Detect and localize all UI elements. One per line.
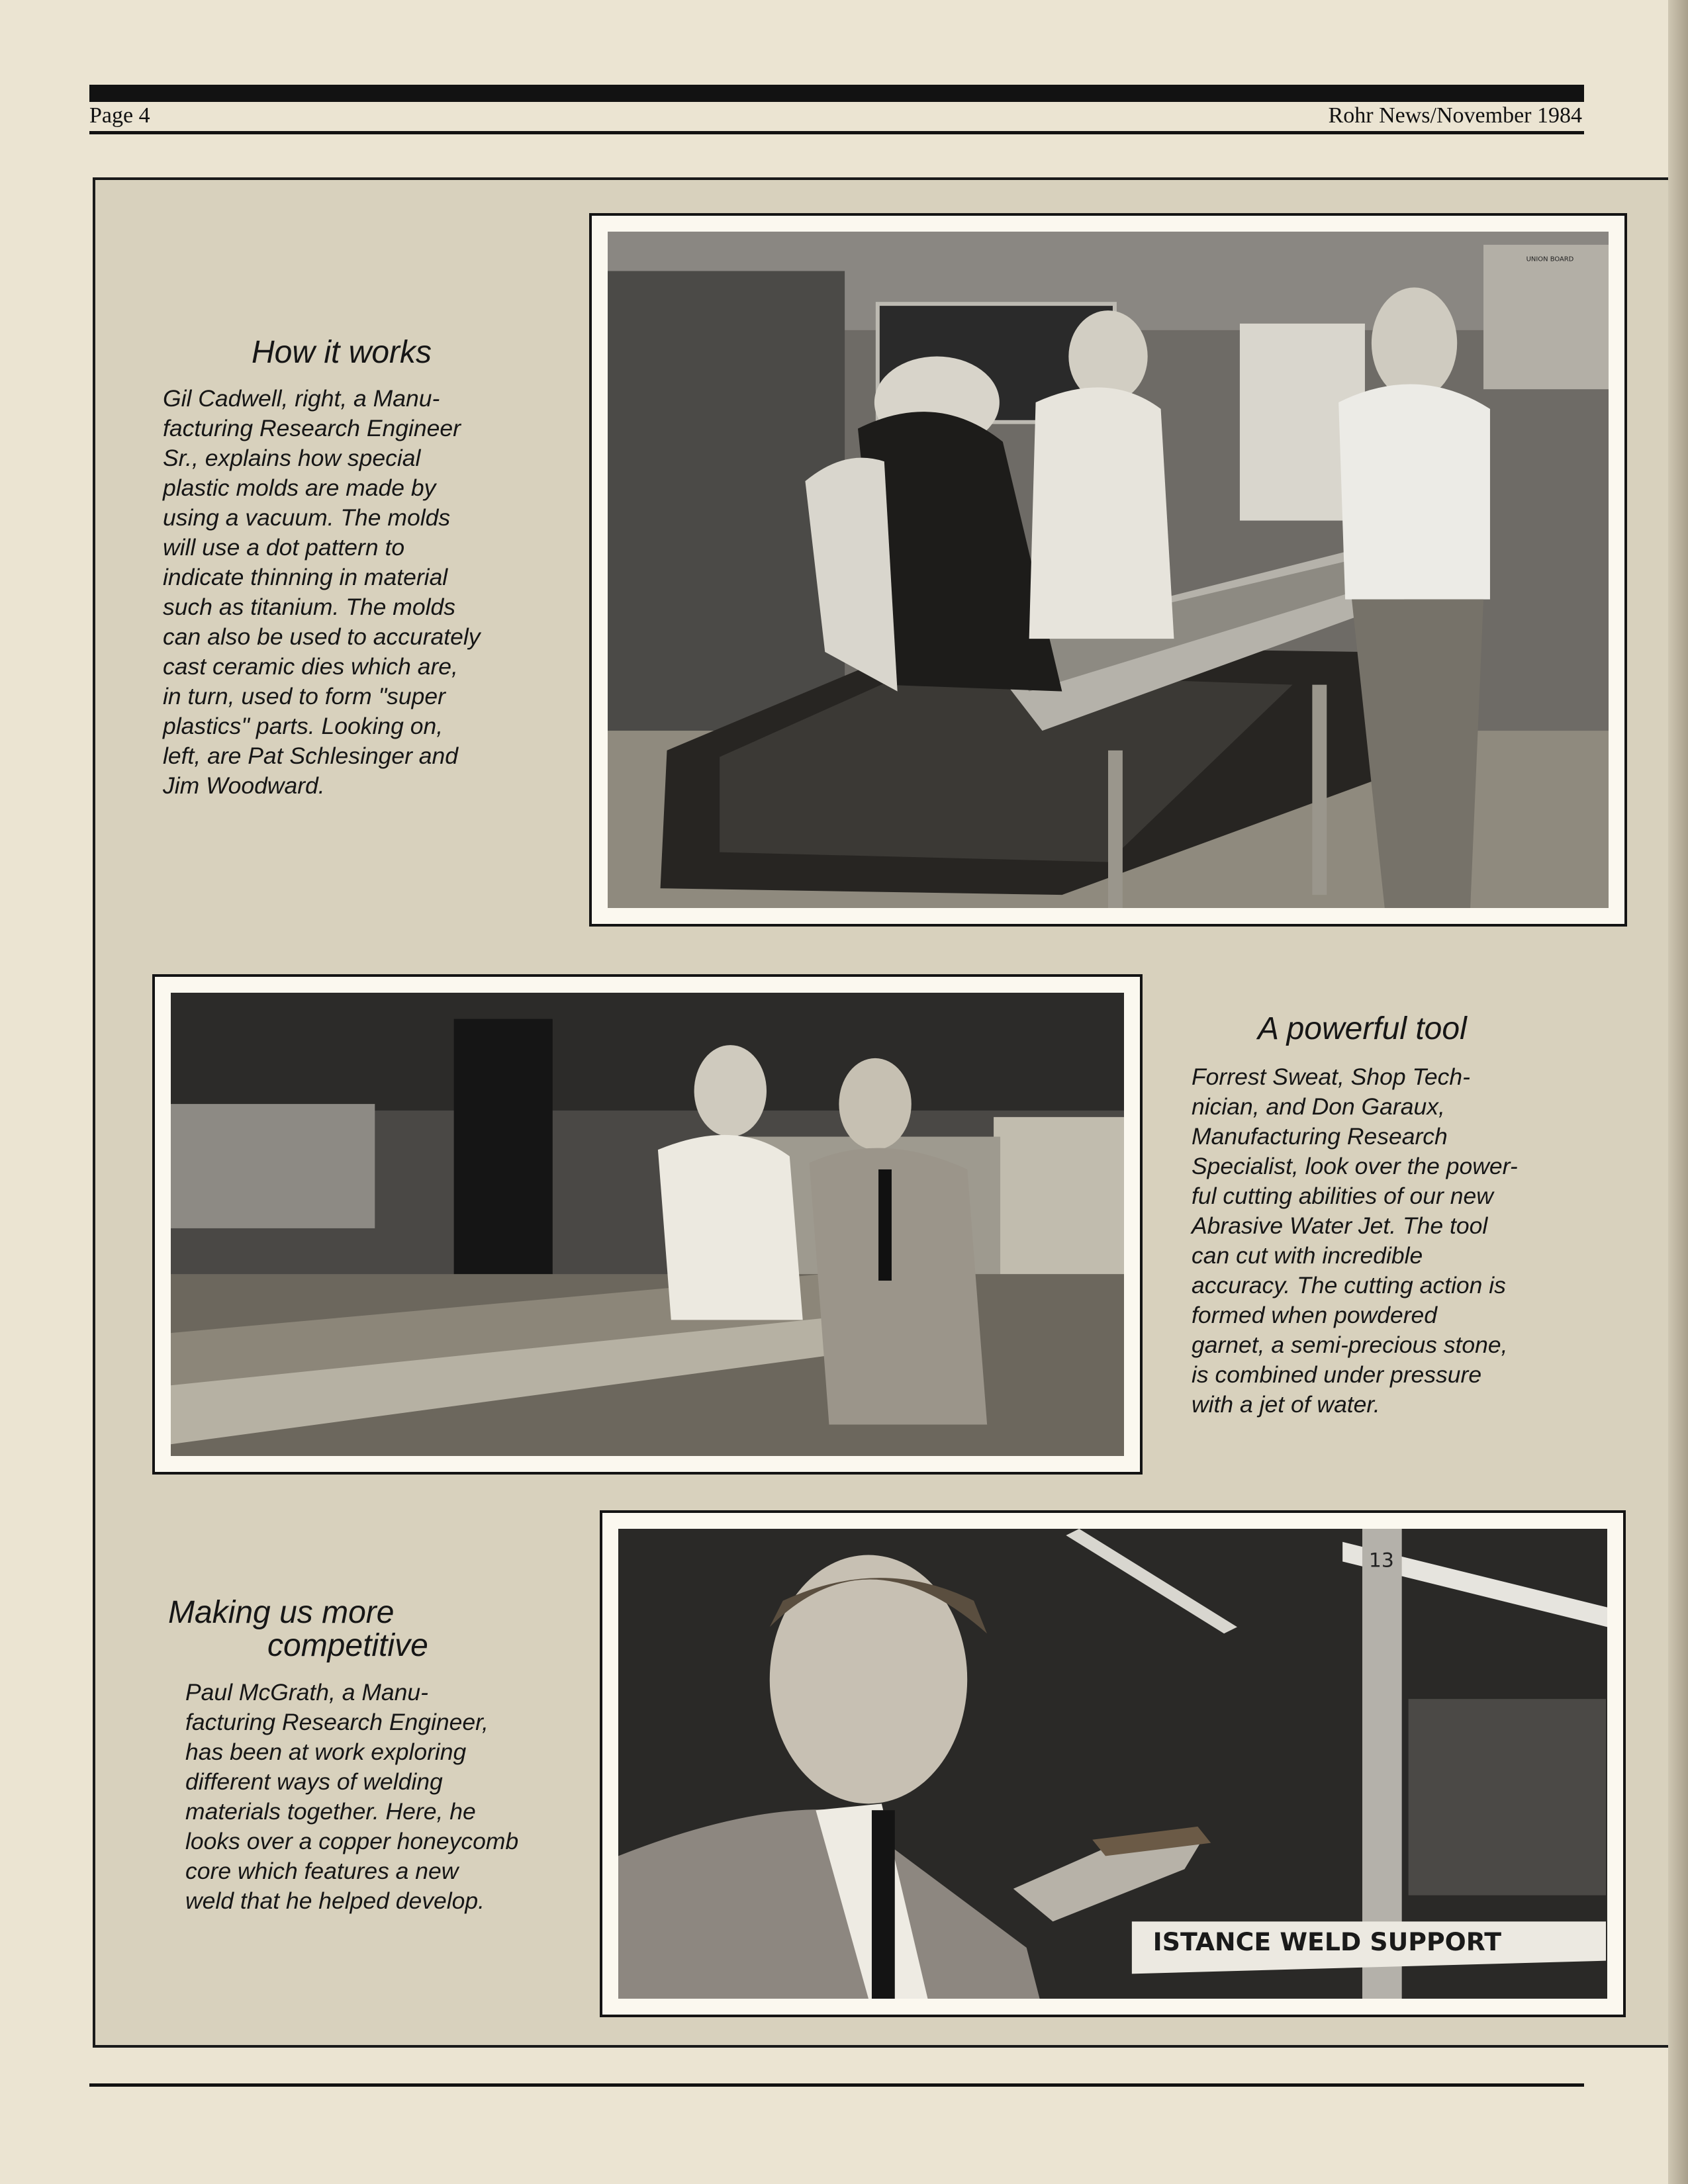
- headline-making-us-competitive: [168, 1596, 428, 1663]
- header-rule: [89, 131, 1584, 134]
- photo-welding-frame: [600, 1510, 1626, 2017]
- photo-column-number: 13: [1368, 1549, 1394, 1572]
- photo-sign-text: UNION BOARD: [1526, 255, 1574, 263]
- headline-line-2: competitive: [267, 1628, 428, 1664]
- headline-line-1: Making us more: [168, 1595, 395, 1630]
- caption-making-us-competitive: [185, 1678, 583, 1916]
- top-rule: [89, 85, 1584, 102]
- caption-text: Paul McGrath, a Manu- facturing Research Engineer, has been at work exploring different ways of welding materials together. Here, he looks over a copper honeycomb core which features a new weld that he helped develop.: [185, 1679, 519, 1914]
- photo-molds-frame: [589, 213, 1627, 927]
- photo-water-jet-image: [171, 993, 1124, 1456]
- photo-molds-image: [608, 232, 1609, 908]
- photo-molds: [608, 232, 1609, 908]
- headline-powerful-tool: A powerful tool: [1258, 1011, 1467, 1046]
- photo-water-jet-frame: [152, 974, 1143, 1475]
- page-edge: [1668, 0, 1688, 2184]
- photo-welding: [618, 1529, 1607, 1999]
- photo-welding-image: [618, 1529, 1607, 1999]
- photo-sign-text: ISTANCE WELD SUPPORT: [1152, 1927, 1501, 1956]
- caption-text: Gil Cadwell, right, a Manu- facturing Research Engineer Sr., explains how special plastic molds are made by using a vacuum. The molds will use a dot pattern to indicate thinning in material such as titanium. The molds can also be used to accurately cast ceramic dies which are, in turn, used to form "super plastics" parts. Looking on, left, are Pat Schlesinger and Jim Woodward.: [163, 385, 481, 799]
- page-number: Page 4: [89, 103, 150, 128]
- bottom-rule: [89, 2083, 1584, 2087]
- masthead: Rohr News/November 1984: [1328, 103, 1582, 128]
- caption-how-it-works: [163, 384, 573, 801]
- caption-text: Forrest Sweat, Shop Tech- nician, and Don Garaux, Manufacturing Research Specialist, look over the power- ful cutting abilities of our new Abrasive Water Jet. The tool can cut with incredible accuracy. The cutting action is formed when powdered garnet, a semi-precious stone, is combined under pressure with a jet of water.: [1192, 1064, 1518, 1418]
- caption-powerful-tool: [1192, 1062, 1615, 1420]
- headline-how-it-works: How it works: [252, 335, 432, 370]
- photo-water-jet: [171, 993, 1124, 1456]
